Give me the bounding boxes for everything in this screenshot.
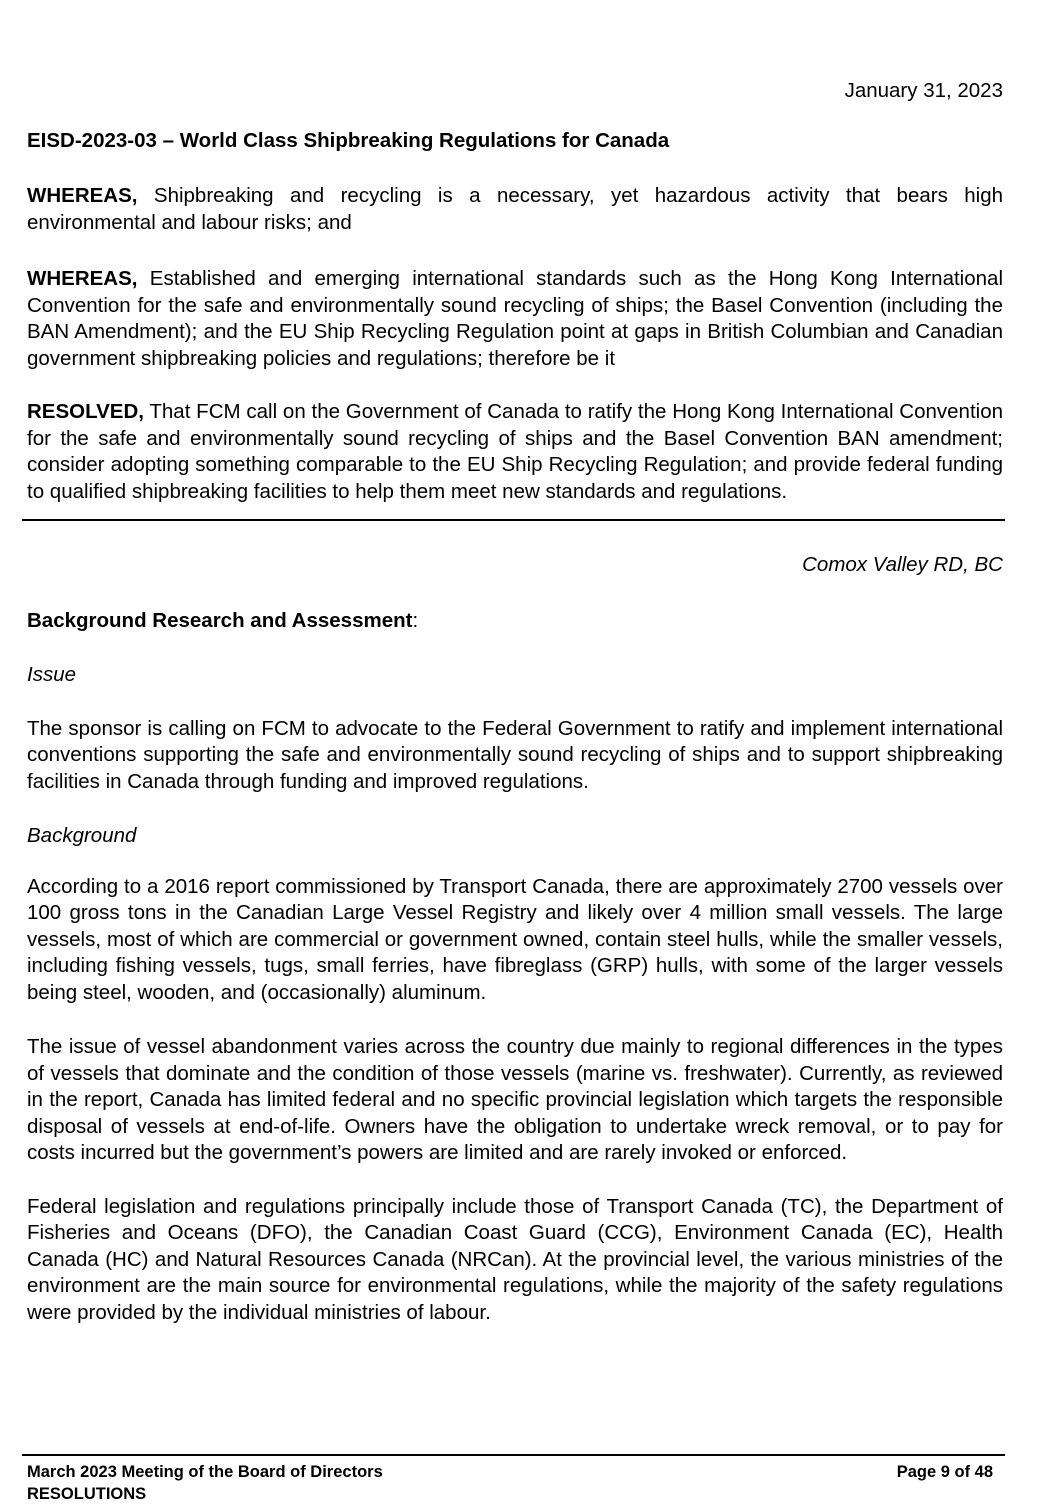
resolution-title: EISD-2023-03 – World Class Shipbreaking Regulations for Canada <box>27 128 670 152</box>
resolved-text: That FCM call on the Government of Canada to ratify the Hong Kong International Convention for the safe and environmentally sound recycling of ships and the Basel Convention BAN amendment; consider adopting something comparable to the EU Ship Recycling Regulation; and provide federal funding to qualified shipbreaking facilities to help them meet new standards and regulations. <box>27 400 1004 503</box>
issue-label: Issue <box>27 663 76 686</box>
background-label: Background <box>27 824 137 847</box>
footer-meeting-line: March 2023 Meeting of the Board of Directors <box>27 1463 383 1481</box>
section-heading-colon: : <box>412 608 419 632</box>
resolved-paragraph <box>27 399 1003 505</box>
whereas-paragraph-2 <box>27 266 1003 372</box>
footer-page-number: Page 9 of 48 <box>896 1463 993 1481</box>
sponsor-location: Comox Valley RD, BC <box>802 553 1003 576</box>
background-paragraph-3: Federal legislation and regulations principally include those of Transport Canada (TC), the Department of Fisheries and Oceans (DFO), the Canadian Coast Guard (CCG), Environment Canada (EC), Health Canada (HC) and Natural Resources Canada (NRCan). At the provincial level, the various ministries of the environment are the main source for environmental regulations, while the majority of the safety regulations were provided by the individual ministries of labour. <box>27 1194 1003 1324</box>
issue-paragraph: The sponsor is calling on FCM to advocate to the Federal Government to ratify and implement international conventions supporting the safe and environmentally sound recycling of ships and to support shipbreaking facilities in Canada through funding and improved regulations. <box>27 716 1003 793</box>
footer-resolutions-line: RESOLUTIONS <box>27 1484 147 1503</box>
resolved-lead: RESOLVED, <box>27 400 144 423</box>
background-paragraph-2: The issue of vessel abandonment varies across the country due mainly to regional differences in the types of vessels that dominate and the condition of those vessels (marine vs. freshwater). Currently, as reviewed in the report, Canada has limited federal and no specific provincial legislation which targets the responsible disposal of vessels at end-of-life. Owners have the obligation to undertake wreck removal, or to pay for costs incurred but the government’s powers are limited and are rarely invoked or enforced. <box>27 1035 1003 1164</box>
whereas-text-2: Established and emerging international standards such as the Hong Kong International Convention for the safe and environmentally sound recycling of ships; the Basel Convention (including the BAN Amendment); and the EU Ship Recycling Regulation point at gaps in British Columbian and Canadian government shipbreaking policies and regulations; therefore be it <box>27 267 1003 370</box>
section-heading <box>27 608 1003 635</box>
background-paragraph-1: According to a 2016 report commissioned by Transport Canada, there are approximately 2700 vessels over 100 gross tons in the Canadian Large Vessel Registry and likely over 4 million small vessels. The large vessels, most of which are commercial or government owned, contain steel hulls, while the smaller vessels, including fishing vessels, tugs, small ferries, have fibreglass (GRP) hulls, with some of the larger vessels being steel, wooden, and (occasionally) aluminum. <box>27 874 1003 1004</box>
document-date: January 31, 2023 <box>844 79 1003 102</box>
whereas-lead-1: WHEREAS, <box>27 184 138 207</box>
page-footer <box>0 1454 1055 1505</box>
section-heading-text: Background Research and Assessment <box>27 608 413 632</box>
section-divider-rule <box>22 519 1005 521</box>
whereas-text-1: Shipbreaking and recycling is a necessary, yet hazardous activity that bears high environmental and labour risks; and <box>27 184 1003 234</box>
whereas-lead-2: WHEREAS, <box>27 267 138 290</box>
whereas-paragraph-1 <box>27 183 1003 236</box>
footer-meeting-info <box>27 1462 383 1505</box>
